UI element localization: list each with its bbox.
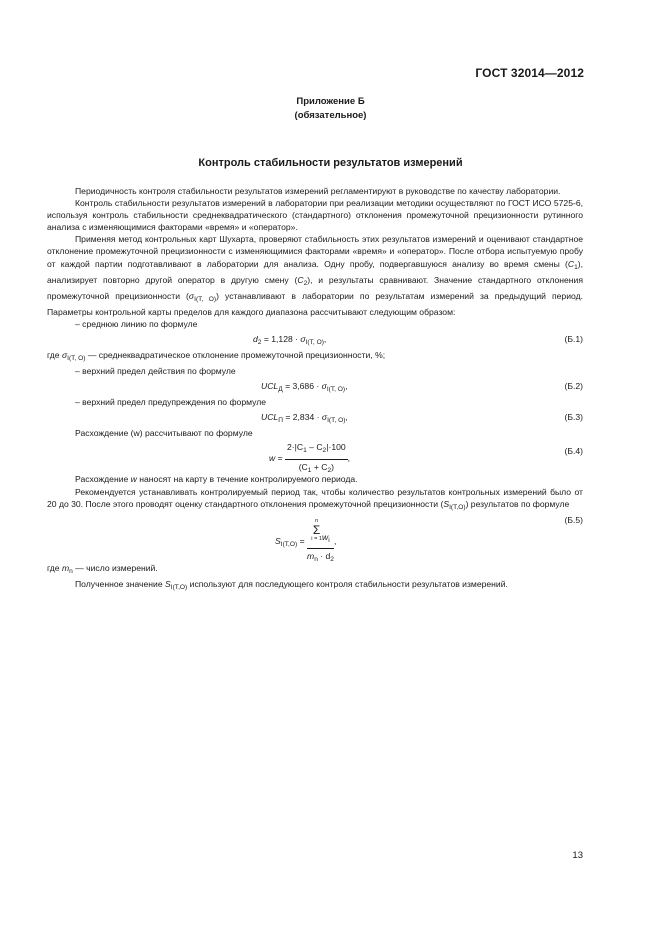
formula-b5	[47, 514, 583, 562]
paragraph-periodicity: Периодичность контроля стабильности результатов измерений регламентируют в руководстве по качеству лаборатории.	[75, 186, 561, 196]
formula-b2-number: (Б.2)	[564, 381, 583, 392]
annex-title: Приложение Б	[296, 96, 365, 107]
formula-b1-expression: $d_2 = 1,128 \cdot \sigma_{I(T, O)}$,	[253, 334, 327, 347]
page-number: 13	[572, 850, 583, 861]
standard-designation: ГОСТ 32014—2012	[475, 66, 584, 80]
paragraph-shewhart: Применяя метод контрольных карт Шухарта, проверяют стабильность этих результатов измерений и оценивают стандартное отклонение промежуточной прецизионности с изменяющимися факторами «время» и «оператор». После отбора испытуемую пробу от каждой партии подготавливают в лаборатории для анализа. Одну пробу, подвергавшуюся анализу во время смены $(C_1)$, анализирует повторно другой оператор в другую смену $(C_2)$, и результаты сравнивают. Значение стандартного отклонения промежуточной прецизионности $(\sigma_{I(T, O)})$ устанавливают в лаборатории по результатам измерений за предыдущий период. Параметры контрольной карты пределов для каждого диапазона рассчитывают следующим образом:	[47, 234, 584, 317]
paragraph-final: Полученное значение $S_{I(T,O)}$ используют для последующего контроля стабильности результатов измерений.	[75, 578, 508, 591]
paragraph-control-method: Контроль стабильности результатов измерений в лаборатории при реализации методики осуществляют по ГОСТ ИСО 5725-6, используя контроль стабильности среднеквадратического (стандартного) отклонения промежуточной прецизионности рутинного анализа с изменяющимися факторами «время» и «оператор».	[47, 198, 583, 233]
formula-b4-expression: w = $\frac{2\cdot|C_1 - C_2|\cdot 100}{(C_1 + C_2)}$ ,	[269, 442, 351, 474]
item-upper-action-limit: – верхний предел действия по формуле	[75, 366, 236, 377]
formula-b1	[47, 330, 583, 349]
paragraph-sigma-definition: где $\sigma_{I(T, O)}$ — среднеквадратическое отклонение промежуточной прецизионности, %;	[47, 350, 386, 363]
paragraph-m-definition: где $m_n$ — число измерений.	[47, 562, 158, 575]
formula-b3-expression: $UCL_П = 2,834 \cdot \sigma_{I(T, O)}$,	[261, 412, 348, 425]
formula-b3	[47, 408, 583, 427]
formula-b4-number: (Б.4)	[564, 446, 583, 457]
formula-b5-number: (Б.5)	[564, 514, 583, 525]
section-title: Контроль стабильности результатов измерений	[198, 157, 463, 169]
annex-status: (обязательное)	[294, 110, 367, 121]
paragraph-divergence-plot: Расхождение w наносят на карту в течение контролируемого периода.	[75, 474, 358, 485]
document-body	[47, 185, 583, 594]
paragraph-recommendation: Рекомендуется устанавливать контролируемый период так, чтобы количество результатов контрольных измерений было от 20 до 30. После этого проводят оценку стандартного отклонения промежуточной прецизионности $(S_{I(T,O)})$ результатов по формуле	[47, 486, 583, 511]
formula-b1-number: (Б.1)	[564, 334, 583, 345]
item-center-line: – среднюю линию по формуле	[75, 318, 198, 329]
formula-b4	[47, 439, 583, 473]
formula-b2	[47, 377, 583, 396]
item-upper-warning-limit: – верхний предел предупреждения по формуле	[75, 397, 267, 408]
formula-b5-expression: $S_{I(T,O)}$ = n Σ i = 1 $w_i$ $m_n \cdot d_2$ ,	[275, 517, 337, 563]
formula-b2-expression: $UCL_Д = 3,686 \cdot \sigma_{I(T, O)}$,	[261, 381, 348, 394]
formula-b3-number: (Б.3)	[564, 412, 583, 423]
paragraph-divergence-intro: Расхождение (w) рассчитывают по формуле	[75, 428, 253, 439]
